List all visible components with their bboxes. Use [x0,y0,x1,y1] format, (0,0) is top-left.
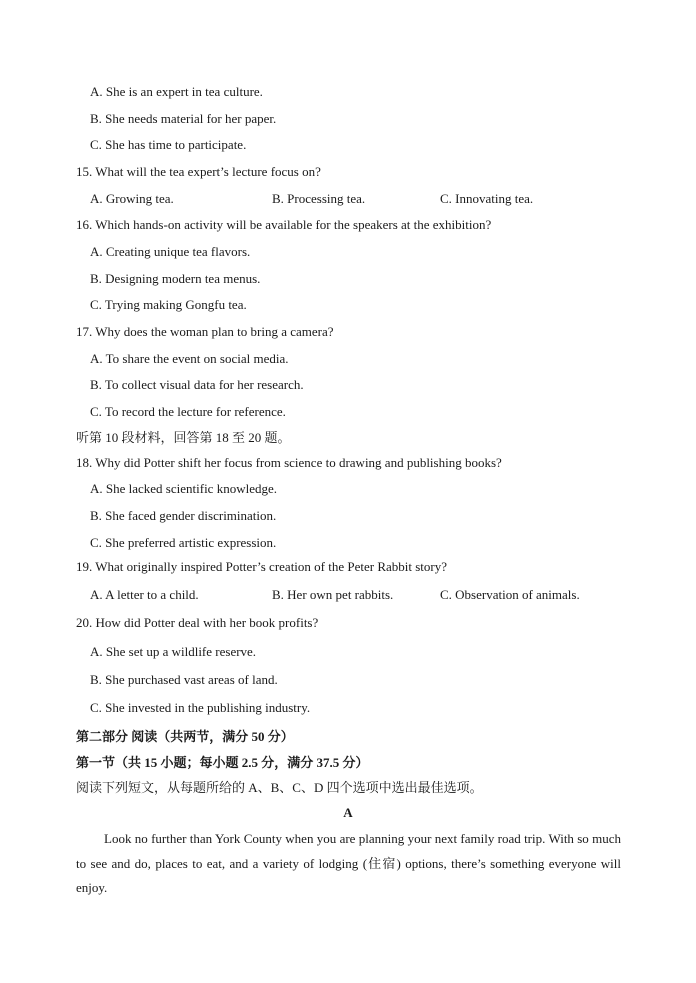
passage-label: A [343,805,353,820]
q19-option-b: B. Her own pet rabbits. [272,587,394,602]
q18-option-b: B. She faced gender discrimination. [90,508,277,523]
q19-option-a: A. A letter to a child. [90,587,199,602]
q18-option-a: A. She lacked scientific knowledge. [90,481,277,496]
q15-option-b: B. Processing tea. [272,191,366,206]
q18-option-c: C. She preferred artistic expression. [90,535,277,550]
q17-option-c: C. To record the lecture for reference. [90,404,286,419]
passage-paragraph: Look no further than York County when you are planning your next family road trip. With so much to see and do, places to eat, and a variety of lodging (住宿) options, there’s something everyone will enjoy. [76,831,621,895]
q20-option-b: B. She purchased vast areas of land. [90,672,278,687]
part-two-heading: 第二部分 阅读（共两节，满分 50 分） [76,729,294,744]
q19-stem: 19. What originally inspired Potter’s creation of the Peter Rabbit story? [76,559,448,574]
q14-option-b: B. She needs material for her paper. [90,111,277,126]
q17-option-a: A. To share the event on social media. [90,351,289,366]
q16-option-c: C. Trying making Gongfu tea. [90,297,247,312]
q15-option-c: C. Innovating tea. [440,191,534,206]
q20-option-a: A. She set up a wildlife reserve. [90,644,257,659]
q19-option-c: C. Observation of animals. [440,587,580,602]
q15-stem: 15. What will the tea expert’s lecture focus on? [76,164,321,179]
q16-option-a: A. Creating unique tea flavors. [90,244,251,259]
q16-option-b: B. Designing modern tea menus. [90,271,261,286]
q14-option-a: A. She is an expert in tea culture. [90,84,263,99]
listening-material-10-instruction: 听第 10 段材料，回答第 18 至 20 题。 [76,430,291,445]
section-one-heading: 第一节（共 15 小题；每小题 2.5 分，满分 37.5 分） [76,755,369,770]
q18-stem: 18. Why did Potter shift her focus from science to drawing and publishing books? [76,455,502,470]
q17-option-b: B. To collect visual data for her research. [90,377,304,392]
q20-stem: 20. How did Potter deal with her book profits? [76,615,319,630]
reading-instructions: 阅读下列短文，从每题所给的 A、B、C、D 四个选项中选出最佳选项。 [76,780,483,795]
q20-option-c: C. She invested in the publishing industry. [90,700,311,715]
q15-option-a: A. Growing tea. [90,191,174,206]
q14-option-c: C. She has time to participate. [90,137,247,152]
q16-stem: 16. Which hands-on activity will be available for the speakers at the exhibition? [76,217,492,232]
q17-stem: 17. Why does the woman plan to bring a camera? [76,324,334,339]
